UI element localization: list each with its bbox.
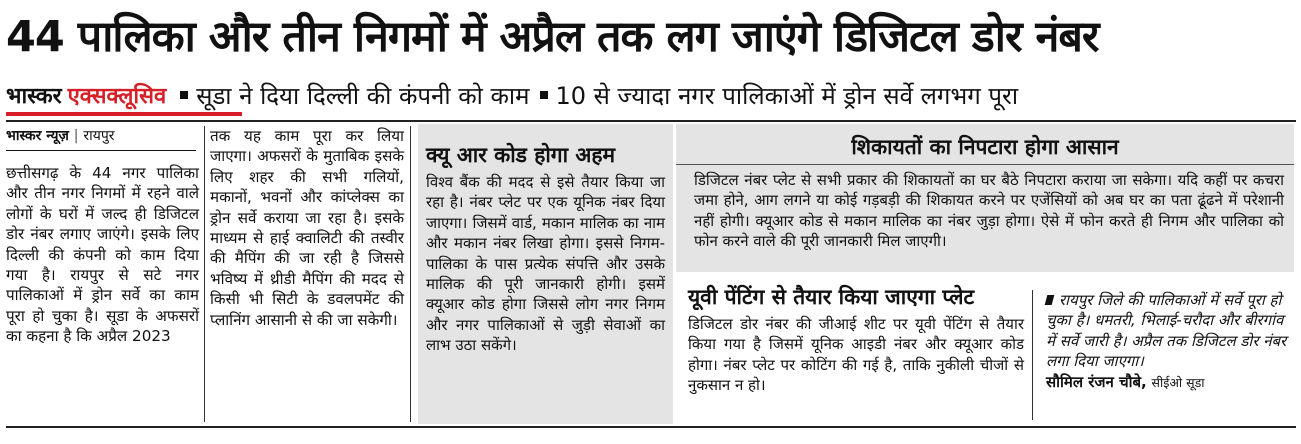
quote-attribution — [1046, 372, 1296, 393]
brand-tag: एक्सक्लूसिव — [67, 84, 167, 109]
article-text-2: तक यह काम पूरा कर लिया जाएगा। अफसरों के मुताबिक इसके लिए शहर की सभी गलियों, मकानों, भवनों और कांप्लेक्स का ड्रोन सर्वे कराया जा रहा है। इसके माध्यम से हाई क्वालिटी की तस्वीर की मैपिंग की जा रही है जिससे भविष्य में थ्रीडी मैपिंग की मदद से किसी भी सिटी के डवलपमेंट की प्लानिंग आसानी से की जा सकेगी। — [210, 127, 404, 329]
quote-text: रायपुर जिले की पालिकाओं में सर्वे पूरा हो चुका है। धमतरी, भिलाई-चरौदा और बीरगांव में सर्वे जारी है। अप्रैल तक डिजिटल डोर नंबर लगा दिया जाएगा। — [1046, 291, 1287, 371]
column-divider — [204, 126, 205, 422]
qr-box-title: क्यू आर कोड होगा अहम — [426, 143, 616, 167]
bullet-square-icon — [540, 91, 548, 99]
article-column-1 — [6, 126, 199, 347]
complaint-title-divider — [676, 164, 1294, 165]
article-text-1: छत्तीसगढ़ के 44 नगर पालिका और तीन नगर निगमों में रहने वाले लोगों के घरों में जल्द ही डिजिटल डोर नंबर लगाए जाएंगे। इसके लिए दिल्ली की कंपनी को काम दिया गया है। रायपुर से सटे नगर पालिकाओं में ड्रोन सर्वे का काम पूरा हो चुका है। सूडा के अफसरों का कहना है कि अप्रैल 2023 — [6, 164, 199, 346]
article-column-2 — [210, 126, 404, 330]
byline-divider — [6, 150, 196, 151]
byline-separator: | — [73, 128, 79, 144]
subhead-row — [6, 72, 1296, 118]
uv-section-text: डिजिटल डोर नंबर की जीआई शीट पर यूवी पेंटिंग से तैयार किया गया है जिसमें यूनिक आइडी नंबर और क्यूआर कोड होगा। नंबर प्लेट पर कोटिंग की गई है, ताकि नुकीली चीजों से नुकसान न हो। — [688, 315, 1024, 395]
bottom-divider — [6, 426, 1296, 428]
complaint-box-title: शिकायतों का निपटारा होगा आसान — [851, 135, 1119, 159]
byline — [6, 126, 199, 146]
complaint-box-text: डिजिटल नंबर प्लेट से सभी प्रकार की शिकायतों का घर बैठे निपटारा कराया जा सकेगा। यदि कहीं पर कचरा जमा होने, आग लगने या कोई गड़बड़ी की शिकायत करने पर एजेंसियों को अब घर का पता ढूंढने में परेशानी नहीं होगी। क्यूआर कोड से मकान मालिक का नंबर जुड़ा होगा। ऐसे में फोन करते ही निगम और पालिका को फोन करने वाले की पूरी जानकारी मिल जाएगी। — [694, 171, 1284, 251]
uv-painting-section — [688, 284, 1024, 396]
quote-author: सौमिल रंजन चौबे, — [1046, 372, 1147, 391]
official-quote — [1046, 290, 1296, 393]
subhead-1: सूडा ने दिया दिल्ली की कंपनी को काम — [196, 81, 530, 110]
byline-location: रायपुर — [83, 128, 115, 144]
quote-designation: सीईओ सूडा — [1151, 374, 1205, 390]
brand-name: भास्कर — [6, 84, 62, 109]
bullet-square-icon — [180, 91, 188, 99]
top-divider — [6, 120, 1296, 122]
qr-box-text: विश्व बैंक की मदद से इसे तैयार किया जा रहा है। नंबर प्लेट पर एक यूनिक नंबर दिया जाएगा। जिसमें वार्ड, मकान मालिक का नाम और मकान नंबर लिखा होगा। इससे निगम-पालिका के पास प्रत्येक संपत्ति और उसके मालिक की पूरी जानकारी होगी। इसमें क्यूआर कोड होगा जिससे लोग नगर निगम और नगर पालिकाओं से जुड़ी सेवाओं का लाभ उठा सकेंगे। — [426, 173, 665, 355]
quote-marker-icon — [1045, 295, 1055, 305]
headline: 44 पालिका और तीन निगमों में अप्रैल तक लग जाएंगे डिजिटल डोर नंबर — [6, 12, 1099, 62]
complaint-box — [676, 124, 1294, 272]
column-divider — [410, 126, 411, 422]
uv-section-title: यूवी पेंटिंग से तैयार किया जाएगा प्लेट — [688, 285, 975, 309]
brand-logo — [6, 72, 170, 118]
brand-underline — [6, 112, 242, 116]
column-divider — [1032, 290, 1033, 420]
qr-code-box — [418, 124, 673, 424]
byline-agency: भास्कर न्यूज़ — [6, 128, 69, 144]
subhead-2: 10 से ज्यादा नगर पालिकाओं में ड्रोन सर्वे लगभग पूरा — [555, 81, 1019, 110]
